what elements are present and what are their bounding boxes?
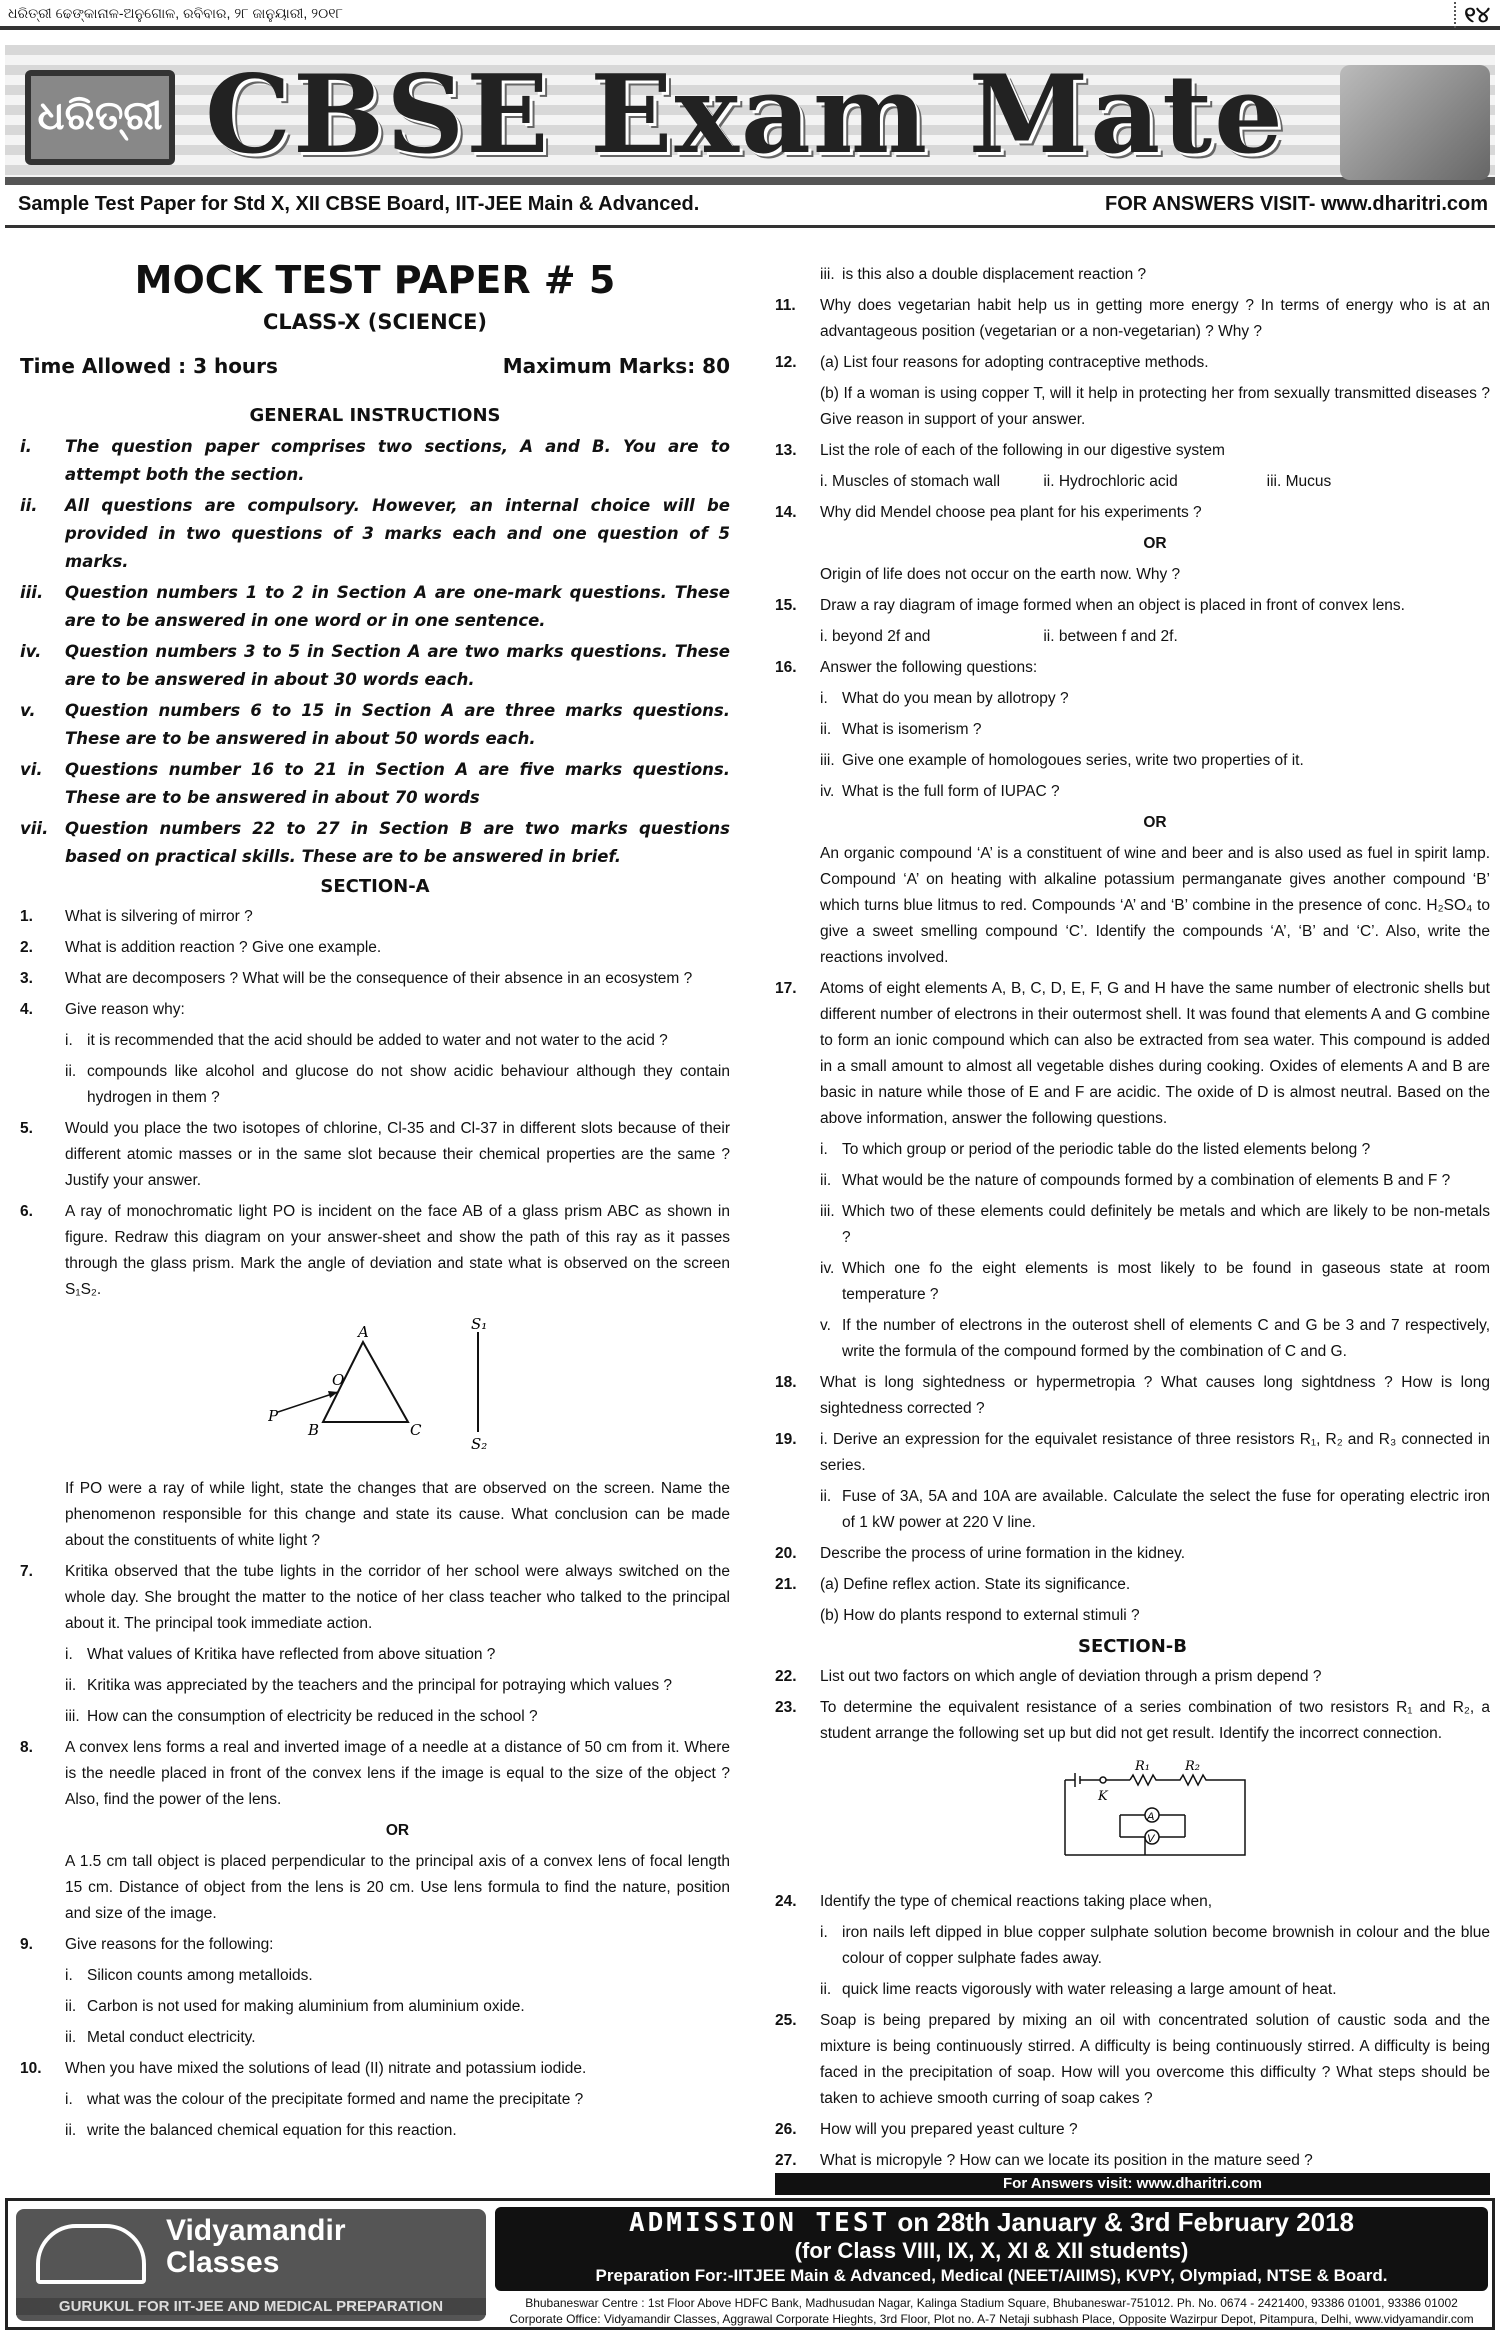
sub-text: How can the consumption of electricity be reduced in the school ? [87, 1708, 538, 1725]
tagline: GURUKUL FOR IIT-JEE AND MEDICAL PREPARATION [16, 2298, 486, 2315]
item-number: 13. [775, 442, 797, 459]
open-book-icon [36, 2224, 146, 2284]
masthead-banner [5, 45, 1495, 185]
sub-text: compounds like alcohol and glucose do not show acidic behaviour although they contain hydrogen in them ? [87, 1063, 730, 1106]
masthead-subtitle: Sample Test Paper for Std X, XII CBSE Board, IIT-JEE Main & Advanced. [18, 193, 700, 215]
item-number: v. [20, 701, 36, 720]
label-r1: R₁ [1135, 1759, 1150, 1774]
label-o: O [331, 1371, 344, 1389]
paragraph: A 1.5 cm tall object is placed perpendicular to the principal axis of a convex lens of focal length 15 cm. Distance of object from the lens is 20 cm. Use lens formula to find the nature, position and size of the image. [65, 1853, 730, 1922]
question-item [775, 500, 1490, 526]
item-text: The question paper comprises two sections, A and B. You are to attempt both the section. [65, 437, 730, 484]
item-text: Describe the process of urine formation in the kidney. [820, 1545, 1186, 1562]
item-text: What is long sightedness or hypermetropia ? What causes long sightdness ? How is long sightedness corrected ? [820, 1374, 1490, 1417]
item-text: What is micropyle ? How can we locate its position in the mature seed ? [820, 2152, 1313, 2169]
maximum-marks: Maximum Marks: 80 [502, 354, 730, 378]
sub-text: it is recommended that the acid should be added to water and not water to the acid ? [87, 1032, 668, 1049]
item-text: Kritika observed that the tube lights in the corridor of her school were always switched on the whole day. She brought the matter to the notice of her class teacher who talked to the principal about it. The principal took immediate action. [65, 1563, 730, 1632]
paragraph: If PO were a ray of while light, state the changes that are observed on the screen. Name the phenomenon responsible for this change and state its cause. What conclusion can be made about the constituents of white light ? [65, 1480, 730, 1549]
sub-label: iv. [820, 783, 835, 800]
sub-question [820, 717, 1490, 743]
label-a: A [357, 1323, 369, 1341]
admission-box [495, 2207, 1488, 2291]
item-text: Draw a ray diagram of image formed when an object is placed in front of convex lens. [820, 597, 1405, 614]
question-item [20, 966, 730, 992]
question-item [20, 1116, 730, 1194]
item-number: ii. [20, 496, 38, 515]
vidyamandir-logo [16, 2209, 486, 2321]
item-number: 4. [20, 1001, 33, 1018]
item-number: 3. [20, 970, 33, 987]
sub-question [65, 2025, 730, 2051]
sub-label: ii. [65, 2029, 77, 2046]
vidyamandir-advert [5, 2198, 1495, 2330]
sub-label: i. [65, 2091, 73, 2108]
sub-question [65, 1059, 730, 1111]
sub-label: ii. [820, 1172, 832, 1189]
item-text: Questions number 16 to 21 in Section A are five marks questions. These are to be answered in about 70 words [65, 760, 730, 807]
sub-question [820, 262, 1490, 288]
page-number: ୧୪ [1454, 2, 1490, 28]
item-text: Question numbers 6 to 15 in Section A are three marks questions. These are to be answered in about 50 words each. [65, 701, 730, 748]
label-s1: S₁ [470, 1317, 487, 1333]
sub-label: iv. [820, 1260, 835, 1277]
sub-label: v. [820, 1317, 831, 1334]
option: ii. between f and 2f. [1043, 628, 1178, 645]
item-text: To determine the equivalent resistance of a series combination of two resistors R₁ and R₂, a student arrange the following set up but did not get result. Identify the incorrect connection. [820, 1699, 1490, 1742]
sub-text: Metal conduct electricity. [87, 2029, 256, 2046]
sub-text: What is the full form of IUPAC ? [842, 783, 1060, 800]
section-heading: SECTION-A [320, 876, 430, 897]
paragraph: Origin of life does not occur on the earth now. Why ? [820, 566, 1181, 583]
item-text: i. Derive an expression for the equivalet resistance of three resistors R₁, R₂ and R₃ connected in series. [820, 1431, 1490, 1474]
question-item [775, 1664, 1490, 1690]
instruction-item [20, 433, 730, 489]
question-item [20, 997, 730, 1023]
label-r2: R₂ [1185, 1759, 1200, 1774]
item-number: 25. [775, 2012, 797, 2029]
item-text: Soap is being prepared by mixing an oil with concentrated solution of caustic soda and the mixture is being continuously stirred. A difficulty is being continuously stirred. A difficulty is being faced in the precipitation of soap. How will you overcome this difficulty ? What steps should be taken to achieve smooth curring of soap cakes ? [820, 2012, 1490, 2107]
question-item [775, 1427, 1490, 1479]
sub-label: i. [65, 1032, 73, 1049]
sub-question [820, 1313, 1490, 1365]
instruction-item [20, 579, 730, 635]
left-column [20, 255, 730, 2149]
instruction-item [20, 697, 730, 753]
answers-bar: For Answers visit: www.dharitri.com [775, 2173, 1490, 2195]
item-number: 20. [775, 1545, 797, 1562]
sub-text: Which one fo the eight elements is most likely to be found in gaseous state at room temperature ? [842, 1260, 1490, 1303]
item-number: 6. [20, 1203, 33, 1220]
question-item [20, 1199, 730, 1303]
item-text: A convex lens forms a real and inverted image of a needle at a distance of 50 cm from it. Where is the needle placed in front of the convex lens if the image is equal to the size of the object ? Also, find the power of the lens. [65, 1739, 730, 1808]
item-number: i. [20, 437, 32, 456]
item-text: Give reasons for the following: [65, 1936, 274, 1953]
item-text: A ray of monochromatic light PO is incident on the face AB of a glass prism ABC as shown in figure. Redraw this diagram on your answer-sheet and show the path of this ray as it passes through the glass prism. Mark the angle of deviation and state what is observed on the screen S₁S₂. [65, 1203, 730, 1298]
admission-dates: on 28th January & 3rd February 2018 [897, 2207, 1354, 2237]
sub-text: is this also a double displacement reaction ? [842, 266, 1147, 283]
time-allowed: Time Allowed : 3 hours [20, 354, 278, 378]
sub-label: iii. [820, 266, 835, 283]
ammeter-label: A [1147, 1811, 1155, 1823]
sub-question [65, 2087, 730, 2113]
item-text: List the role of each of the following in our digestive system [820, 442, 1225, 459]
question-item [775, 1889, 1490, 1915]
answers-link: FOR ANSWERS VISIT- www.dharitri.com [1105, 193, 1488, 215]
question-item [20, 1735, 730, 1813]
sub-label: ii. [65, 1677, 77, 1694]
instruction-item [20, 638, 730, 694]
sub-question [65, 1642, 730, 1668]
question-item [775, 593, 1490, 619]
item-text: Question numbers 1 to 2 in Section A are one-mark questions. These are to be answered in one word or in one sentence. [65, 583, 730, 630]
item-number: 22. [775, 1668, 797, 1685]
sub-text: What do you mean by allotropy ? [842, 690, 1069, 707]
admission-title: ADMISSION TEST [628, 2208, 891, 2238]
item-number: 7. [20, 1563, 33, 1580]
item-number: 18. [775, 1374, 797, 1391]
item-number: 5. [20, 1120, 33, 1137]
question-item [20, 1559, 730, 1637]
item-number: 27. [775, 2152, 797, 2169]
sub-question [820, 1920, 1490, 1972]
sub-label: i. [820, 1924, 828, 1941]
item-number: 8. [20, 1739, 33, 1756]
item-text: Why did Mendel choose pea plant for his experiments ? [820, 504, 1202, 521]
time-marks-row [20, 353, 730, 379]
question-item [775, 1370, 1490, 1422]
sub-question [820, 1199, 1490, 1251]
sub-text: what was the colour of the precipitate formed and name the precipitate ? [87, 2091, 584, 2108]
sub-text: Fuse of 3A, 5A and 10A are available. Calculate the select the fuse for operating electric iron of 1 kW power at 220 V line. [842, 1488, 1490, 1531]
item-number: 15. [775, 597, 797, 614]
item-text: What is addition reaction ? Give one example. [65, 939, 382, 956]
sub-text: Which two of these elements could definitely be metals and which are likely to be non-metals ? [842, 1203, 1490, 1246]
sub-label: ii. [65, 1998, 77, 2015]
question-item [775, 1572, 1490, 1598]
item-number: 14. [775, 504, 797, 521]
instruction-item [20, 756, 730, 812]
item-number: 1. [20, 908, 33, 925]
voltmeter-label: V [1147, 1833, 1155, 1845]
sub-text: Silicon counts among metalloids. [87, 1967, 313, 1984]
prism-figure [65, 1317, 730, 1466]
item-text: (a) List four reasons for adopting contraceptive methods. [820, 354, 1209, 371]
section-heading: SECTION-B [1077, 1636, 1187, 1657]
instruction-item [20, 815, 730, 871]
item-text: List out two factors on which angle of deviation through a prism depend ? [820, 1668, 1322, 1685]
question-item [20, 2056, 730, 2082]
item-number: iii. [20, 583, 44, 602]
item-number: 21. [775, 1576, 797, 1593]
question-item [775, 2008, 1490, 2112]
item-number: 2. [20, 939, 33, 956]
sub-text: If the number of electrons in the outerost shell of elements C and G be 3 and 7 respectively, write the formula of the compound formed by the combination of C and G. [842, 1317, 1490, 1360]
question-item [775, 2148, 1490, 2174]
sub-question [65, 1963, 730, 1989]
item-text: Identify the type of chemical reactions taking place when, [820, 1893, 1213, 1910]
item-number: 24. [775, 1893, 797, 1910]
right-column [775, 262, 1490, 2179]
item-number: 23. [775, 1699, 797, 1716]
address-corporate: Corporate Office: Vidyamandir Classes, Aggrawal Corporate Hieghts, 3rd Floor, Plot no. A-7 Netaji subhash Place, Opposite Wazirpur Depot, Pitampura, Delhi, www.vidyamandir.com [509, 2312, 1474, 2326]
item-text: How will you prepared yeast culture ? [820, 2121, 1078, 2138]
sub-text: Give one example of homologoues series, write two properties of it. [842, 752, 1304, 769]
item-number: 9. [20, 1936, 33, 1953]
or-separator: OR [385, 1822, 410, 1839]
dharitri-logo: ଧରିତ୍ରୀ [25, 70, 175, 165]
item-text: (a) Define reflex action. State its significance. [820, 1576, 1131, 1593]
item-text: When you have mixed the solutions of lead (II) nitrate and potassium iodide. [65, 2060, 587, 2077]
address-bhubaneswar: Bhubaneswar Centre : 1st Floor Above HDFC Bank, Madhusudan Nagar, Kalinga Stadium Square, Bhubaneswar-751012. Ph. No. 0674 - 2421400, 93386 01001, 93386 01002 [525, 2296, 1458, 2310]
sub-question [65, 1673, 730, 1699]
item-text: What are decomposers ? What will be the consequence of their absence in an ecosystem ? [65, 970, 693, 987]
option: ii. Hydrochloric acid [1043, 473, 1178, 490]
sub-label: iii. [65, 1708, 80, 1725]
question-item [775, 2117, 1490, 2143]
brand-line-2: Classes [166, 2246, 280, 2279]
inline-options [820, 624, 1490, 650]
sub-label: ii. [65, 1063, 77, 1080]
question-item [20, 904, 730, 930]
sub-label: i. [820, 690, 828, 707]
sub-text: write the balanced chemical equation for this reaction. [87, 2122, 457, 2139]
circuit-diagram [1055, 1755, 1255, 1870]
item-text: Why does vegetarian habit help us in getting more energy ? In terms of energy who is at an advantageous position (vegetarian or a non-vegetarian) ? Why ? [820, 297, 1490, 340]
item-text: Question numbers 22 to 27 in Section B are two marks questions based on practical skills. These are to be answered in brief. [65, 819, 730, 866]
sub-question [65, 1994, 730, 2020]
item-text: Atoms of eight elements A, B, C, D, E, F, G and H have the same number of electronic shells but different number of electrons in their outermost shell. It was found that elements A and G combine to form an ionic compound which can also be extracted from sea water. This compound is added in a small amount to almost all vegetable dishes during cooking. Oxides of elements A and B are basic in nature while those of E and F are acidic. The oxide of D is almost neutral. Based on the above information, answer the following questions. [820, 980, 1490, 1127]
circuit-figure [820, 1755, 1490, 1879]
paper-class: CLASS-X (SCIENCE) [262, 310, 488, 334]
item-number: 10. [20, 2060, 42, 2077]
instructions-heading: GENERAL INSTRUCTIONS [249, 405, 501, 426]
sub-label: ii. [820, 1981, 832, 1998]
sub-text: quick lime reacts vigorously with water releasing a large amount of heat. [842, 1981, 1337, 1998]
item-text: Would you place the two isotopes of chlorine, Cl-35 and Cl-37 in different slots because of their different atomic masses or in the same slot because their chemical properties are the same ? Justify your answer. [65, 1120, 730, 1189]
inline-options [820, 469, 1490, 495]
label-k: K [1098, 1789, 1108, 1804]
sub-question [65, 2118, 730, 2144]
sub-text: What is isomerism ? [842, 721, 982, 738]
edition-line: ଧରିତ୍ରୀ ଢେଙ୍କାନାଳ-ଅନୁଗୋଳ, ରବିବାର, ୨୮ ଜାନୁୟାରୀ, ୨୦୧୮ [8, 5, 343, 21]
option: i. Muscles of stomach wall [820, 473, 1001, 490]
paper-title: MOCK TEST PAPER # 5 [134, 258, 616, 302]
question-item [20, 1932, 730, 1958]
sub-label: i. [820, 1141, 828, 1158]
sub-question [820, 1168, 1490, 1194]
question-item [20, 935, 730, 961]
instruction-item [20, 492, 730, 576]
or-separator: OR [1143, 814, 1167, 831]
question-item [775, 293, 1490, 345]
question-item [775, 655, 1490, 681]
option [1267, 624, 1490, 650]
item-number: 17. [775, 980, 797, 997]
paragraph: An organic compound ‘A’ is a constituent of wine and beer and is also used as fuel in spirit lamp. Compound ‘A’ on heating with alkaline potassium permanganate gives another compound ‘B’ which turns blue litmus to red. Compounds ‘A’ and ‘B’ combine in the presence of conc. H₂SO₄ to give a sweet smelling compound ‘C’. Identify the compounds ‘A’, ‘B’ and ‘C’. Also, write the reactions involved. [820, 845, 1490, 966]
item-number: iv. [20, 642, 42, 661]
divider [5, 225, 1495, 228]
option: iii. Mucus [1266, 473, 1332, 490]
newspaper-top-bar [0, 0, 1500, 30]
sub-question [820, 1977, 1490, 2003]
question-item [775, 1541, 1490, 1567]
item-number: 19. [775, 1431, 797, 1448]
item-number: 11. [775, 297, 796, 314]
paragraph: (b) If a woman is using copper T, will it help in protecting her from sexually transmitted diseases ? Give reason in support of your answer. [820, 385, 1490, 428]
label-b: B [307, 1421, 319, 1439]
item-number: 16. [775, 659, 797, 676]
sub-question [820, 748, 1490, 774]
sub-label: i. [65, 1646, 73, 1663]
admission-prep: Preparation For:-IITJEE Main & Advanced, Medical (NEET/AIIMS), KVPY, Olympiad, NTSE & Board. [595, 2266, 1388, 2285]
label-s2: S₂ [470, 1435, 487, 1453]
item-text: All questions are compulsory. However, an internal choice will be provided in two questions of 3 marks each and one question of 5 marks. [65, 496, 730, 571]
item-number: vi. [20, 760, 43, 779]
brand-line-1: Vidyamandir [166, 2214, 346, 2247]
item-text: Question numbers 3 to 5 in Section A are two marks questions. These are to be answered in about 30 words each. [65, 642, 730, 689]
sub-label: ii. [820, 721, 832, 738]
sub-question [65, 1028, 730, 1054]
item-text: Give reason why: [65, 1001, 185, 1018]
item-number: 26. [775, 2121, 797, 2138]
paragraph: (b) How do plants respond to external stimuli ? [820, 1607, 1140, 1624]
item-number: 12. [775, 354, 797, 371]
sub-question [820, 1137, 1490, 1163]
sub-label: i. [65, 1967, 73, 1984]
question-item [775, 1695, 1490, 1747]
sub-text: What values of Kritika have reflected from above situation ? [87, 1646, 496, 1663]
admission-classes: (for Class VIII, IX, X, XI & XII students) [794, 2238, 1189, 2263]
option: i. beyond 2f and [820, 628, 931, 645]
label-p: P [267, 1407, 278, 1425]
sub-label: ii. [65, 2122, 77, 2139]
sub-question [820, 686, 1490, 712]
sub-question [820, 1256, 1490, 1308]
sub-label: ii. [820, 1488, 832, 1505]
sub-question [65, 1704, 730, 1730]
sub-text: Carbon is not used for making aluminium from aluminium oxide. [87, 1998, 525, 2015]
question-item [775, 438, 1490, 464]
item-number: vii. [20, 819, 49, 838]
sub-label: iii. [820, 1203, 835, 1220]
sub-text: To which group or period of the periodic table do the listed elements belong ? [842, 1141, 1371, 1158]
sub-question [820, 779, 1490, 805]
sub-text: Kritika was appreciated by the teachers and the principal for potraying which values ? [87, 1677, 673, 1694]
item-text: Answer the following questions: [820, 659, 1038, 676]
sub-text: iron nails left dipped in blue copper sulphate solution become brownish in colour and the blue colour of copper sulphate fades away. [842, 1924, 1490, 1967]
masthead-title: CBSE Exam Mate [205, 52, 1285, 178]
or-separator: OR [1143, 535, 1167, 552]
sub-question [820, 1484, 1490, 1536]
item-text: What is silvering of mirror ? [65, 908, 253, 925]
label-c: C [409, 1421, 421, 1439]
prism-diagram [268, 1317, 528, 1457]
question-item [775, 350, 1490, 376]
sub-label: iii. [820, 752, 835, 769]
sub-text: What would be the nature of compounds formed by a combination of elements B and F ? [842, 1172, 1451, 1189]
calculator-image [1340, 65, 1490, 180]
question-item [775, 976, 1490, 1132]
